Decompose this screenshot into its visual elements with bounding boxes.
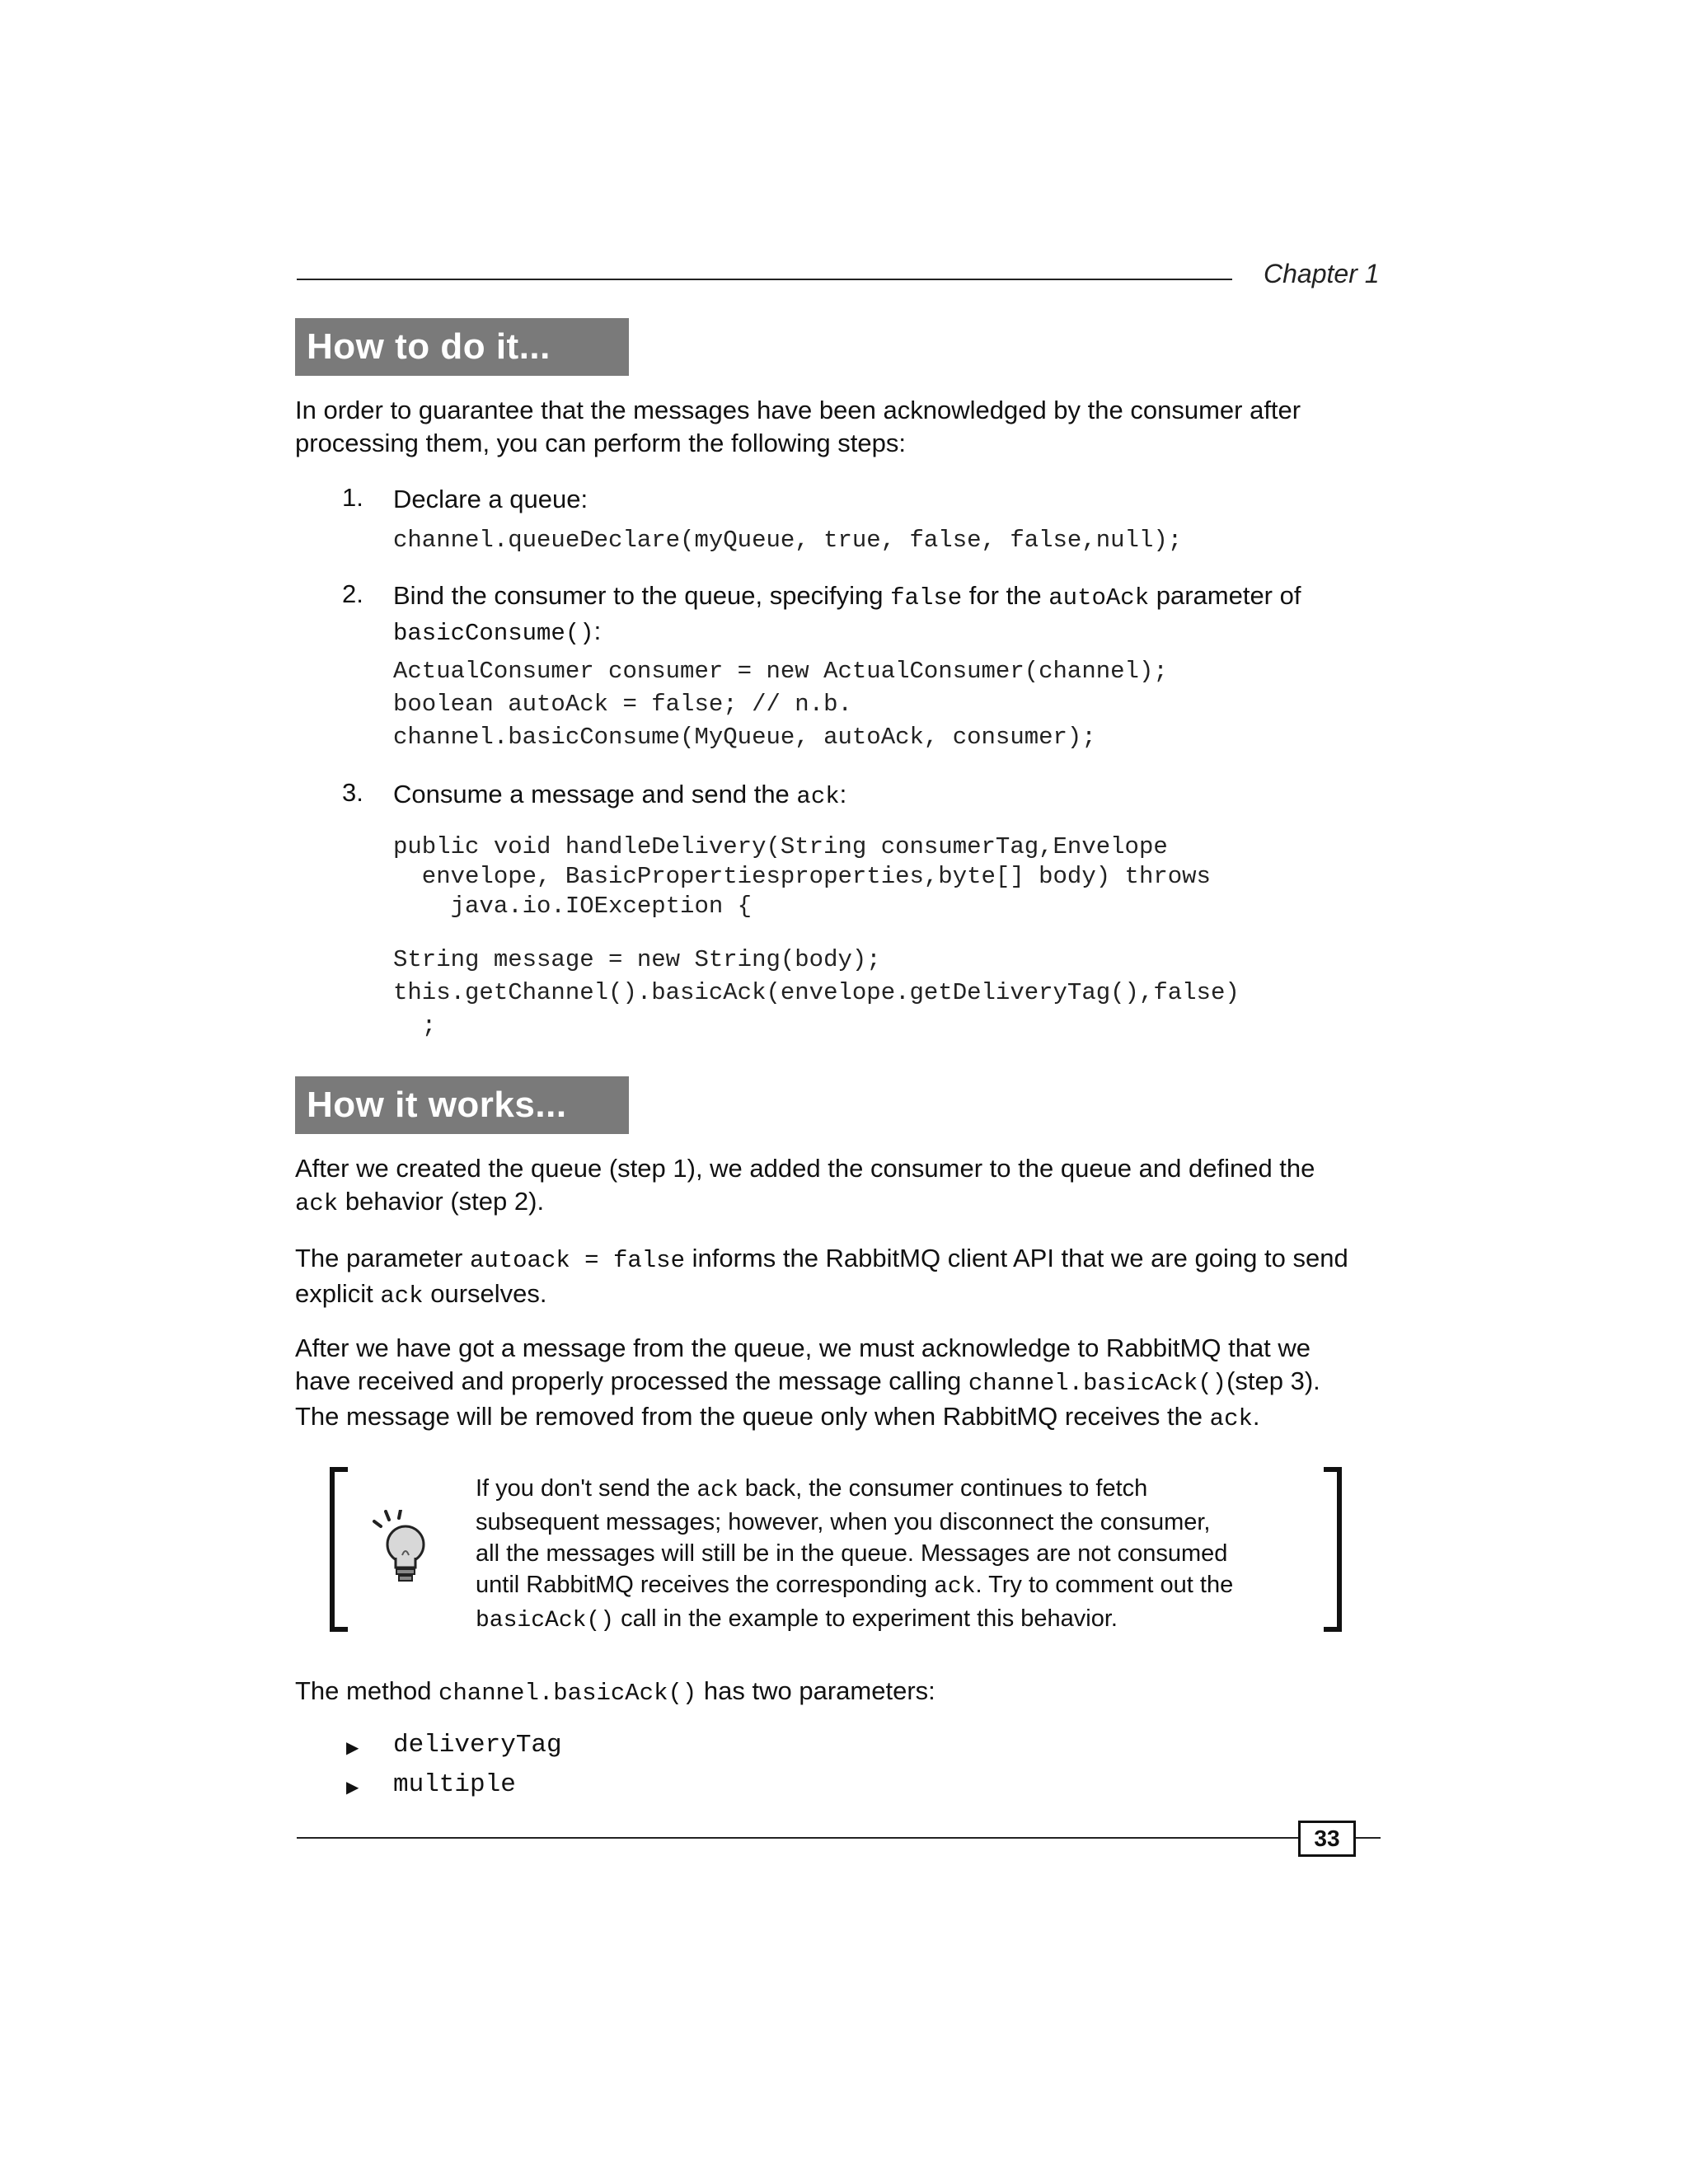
code-line: boolean autoAck = false; // n.b. [393, 691, 852, 718]
intro-line-2: processing them, you can perform the following steps: [295, 429, 906, 457]
list-item: multiple [393, 1770, 516, 1799]
works-paragraph-3 [295, 1332, 1383, 1436]
inline-code: autoack = false [469, 1247, 685, 1274]
code-line: channel.basicConsume(MyQueue, autoAck, consumer); [393, 724, 1096, 751]
step-text-segment: parameter of [1149, 581, 1301, 610]
step-number: 3. [342, 778, 363, 807]
inline-code: basicAck() [476, 1608, 615, 1633]
note-segment: until RabbitMQ receives the corresponding [476, 1572, 935, 1598]
bullet-arrow-icon: ▶ [346, 1779, 359, 1797]
paragraph-line: After we have got a message from the queue, we must acknowledge to RabbitMQ that we [295, 1333, 1311, 1362]
step-number: 2. [342, 579, 363, 608]
paragraph-segment: ourselves. [423, 1279, 547, 1308]
step-text-segment: for the [962, 581, 1049, 610]
lightbulb-icon [371, 1510, 441, 1588]
paragraph-segment: . [1252, 1402, 1260, 1431]
paragraph-segment: have received and properly processed the message calling [295, 1366, 968, 1395]
paragraph-segment: behavior (step 2). [338, 1187, 545, 1216]
code-line: envelope, BasicPropertiesproperties,byte[] body) throws [393, 863, 1211, 890]
code-line: String message = new String(body); [393, 946, 881, 973]
step-text [393, 579, 1382, 650]
note-text [476, 1473, 1308, 1637]
inline-code: ack [1209, 1405, 1253, 1432]
page-number: 33 [1298, 1821, 1356, 1857]
paragraph-segment: The message will be removed from the queue only when RabbitMQ receives the [295, 1402, 1210, 1431]
inline-code: ack [295, 1190, 339, 1217]
note-line: subsequent messages; however, when you disconnect the consumer, [476, 1509, 1211, 1535]
paragraph-segment: informs the RabbitMQ client API that we are going to send [684, 1244, 1348, 1272]
footer-rule [297, 1837, 1381, 1839]
intro-paragraph [295, 394, 1383, 460]
section-heading-how-to-do-it: How to do it... [295, 318, 629, 376]
paragraph-segment: explicit [295, 1279, 381, 1308]
step-number: 1. [342, 483, 363, 512]
paragraph-segment: The parameter [295, 1244, 470, 1272]
code-line: java.io.IOException { [393, 893, 753, 920]
paragraph-segment: (step 3). [1226, 1366, 1320, 1395]
code-line: ; [393, 1012, 437, 1039]
inline-code: false [890, 584, 963, 612]
header-rule [297, 279, 1232, 280]
inline-code: autoAck [1048, 584, 1150, 612]
step-text: Declare a queue: [393, 485, 588, 513]
intro-line-1: In order to guarantee that the messages have been acknowledged by the consumer after [295, 396, 1301, 424]
step-text [393, 778, 1382, 813]
inline-code: channel.basicAck() [438, 1680, 697, 1707]
works-paragraph-2 [295, 1242, 1383, 1313]
code-line: ActualConsumer consumer = new ActualConsumer(channel); [393, 658, 1168, 685]
step-text-segment: Bind the consumer to the queue, specifying [393, 581, 891, 610]
step-text-segment: : [593, 616, 602, 645]
note-bracket-right [1324, 1467, 1342, 1632]
bullet-arrow-icon: ▶ [346, 1739, 359, 1757]
chapter-label: Chapter 1 [1264, 259, 1380, 288]
inline-code: ack [380, 1282, 424, 1310]
paragraph-segment: The method [295, 1676, 439, 1705]
paragraph-line: After we created the queue (step 1), we added the consumer to the queue and defined the [295, 1154, 1315, 1183]
inline-code: channel.basicAck() [968, 1370, 1227, 1397]
note-segment: back, the consumer continues to fetch [738, 1475, 1148, 1502]
section-heading-how-it-works: How it works... [295, 1076, 629, 1134]
inline-code: ack [796, 783, 840, 810]
inline-code: ack [696, 1478, 738, 1503]
method-paragraph [295, 1675, 1383, 1710]
inline-code: basicConsume() [393, 620, 594, 647]
note-line: all the messages will still be in the queue. Messages are not consumed [476, 1540, 1228, 1567]
list-item: deliveryTag [393, 1731, 562, 1760]
code-line: public void handleDelivery(String consumerTag,Envelope [393, 833, 1168, 860]
code-line: this.getChannel().basicAck(envelope.getDeliveryTag(),false) [393, 979, 1240, 1006]
paragraph-segment: has two parameters: [696, 1676, 935, 1705]
code-line: channel.queueDeclare(myQueue, true, false, false,null); [393, 527, 1183, 554]
works-paragraph-1 [295, 1152, 1383, 1221]
step-text-segment: : [839, 780, 847, 808]
note-segment: . Try to comment out the [975, 1572, 1234, 1598]
note-segment: If you don't send the [476, 1475, 697, 1502]
note-segment: call in the example to experiment this behavior. [614, 1605, 1118, 1632]
note-bracket-left [330, 1467, 348, 1632]
inline-code: ack [934, 1574, 976, 1600]
step-text-segment: Consume a message and send the [393, 780, 797, 808]
